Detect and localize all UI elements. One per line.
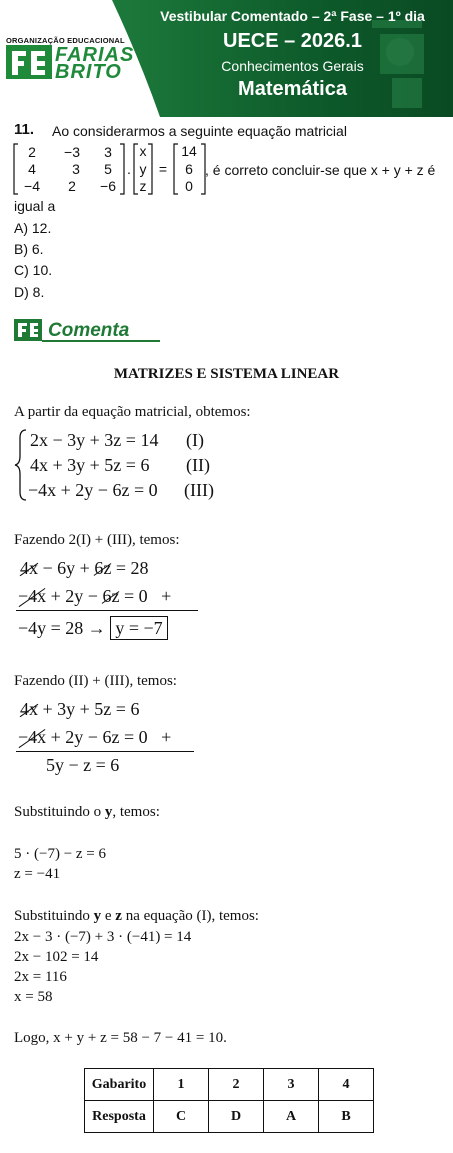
option-b: B) 6. [14,241,44,257]
matrix-a-21: 4 [28,161,36,177]
resposta-2: D [209,1101,264,1133]
equals-sign: = [158,161,168,177]
system-eq-2: 4x + 3y + 5z = 6 [30,455,150,475]
question-intro: Ao considerarmos a seguinte equação matricial [52,123,347,139]
step3-line1: 5 · (−7) − z = 6 [14,846,107,862]
vector-b-2: 6 [185,161,193,177]
matrix-a-12: −3 [64,144,80,160]
fb-logo-icon [6,45,54,81]
vector-x-2: y [139,161,147,177]
matrix-a-31: −4 [24,178,40,194]
header-banner [0,0,453,117]
solution-intro: A partir da equação matricial, obtemos: [14,404,251,420]
matrix-equation [12,142,207,198]
system-tag-3: (III) [184,480,214,500]
vector-b-1: 14 [181,143,197,159]
question-tail-2: igual a [14,198,56,214]
gabarito-col-1: 1 [154,1069,209,1101]
step4-text: Substituindo y e z na equação (I), temos: [14,908,259,924]
matrix-a-23: 5 [104,161,112,177]
vector-x-1: x [139,143,147,159]
question-number: 11. [14,121,35,138]
step3-line2: z = −41 [14,866,61,882]
gabarito-col-3: 3 [264,1069,319,1101]
step1-sum-line [16,610,198,611]
system-brace-icon [14,428,28,502]
step2-text: Fazendo (II) + (III), temos: [14,673,177,689]
system-eq-1: 2x − 3y + 3z = 14 [30,430,159,450]
step2-line2: −4x + 2y − 6z = 0 + [18,727,172,747]
header-subject-group: Conhecimentos Gerais [221,58,364,74]
system-tag-1: (I) [186,430,204,450]
step1-text: Fazendo 2(I) + (III), temos: [14,532,180,548]
gabarito-label: Gabarito [85,1069,154,1101]
vector-x-3: z [139,178,147,194]
matrix-a-32: 2 [68,178,76,194]
matrix-a-22: 3 [72,161,80,177]
header-exam: UECE – 2026.1 [223,30,362,52]
solution-title: MATRIZES E SISTEMA LINEAR [113,366,340,382]
gabarito-col-4: 4 [319,1069,374,1101]
gabarito-answer-row [85,1101,374,1133]
option-a: A) 12. [14,220,52,236]
conclusion: Logo, x + y + z = 58 − 7 − 41 = 10. [14,1030,227,1046]
question-tail: , é correto concluir-se que x + y + z é [205,162,436,178]
resposta-label: Resposta [85,1101,154,1133]
step4-line1: 2x − 3 · (−7) + 3 · (−41) = 14 [14,929,192,945]
step4-line3: 2x = 116 [14,969,67,985]
step2-sum-line [16,751,194,752]
step4-line2: 2x − 102 = 14 [14,949,99,965]
gabarito-table [84,1068,374,1133]
gabarito-header-row [85,1069,374,1101]
option-c: C) 10. [14,262,53,278]
comenta-label: Comenta [48,320,130,341]
header-subject: Matemática [238,78,347,100]
brand-brito: BRITO [55,61,122,83]
gabarito-col-2: 2 [209,1069,264,1101]
header-title: Vestibular Comentado – 2ª Fase – 1º dia [160,8,425,24]
system-tag-2: (II) [186,455,210,475]
dot-operator: . [127,161,131,177]
brand-farias: FARIAS [55,44,135,66]
org-label: ORGANIZAÇÃO EDUCACIONAL [6,36,125,45]
matrix-a-33: −6 [100,178,116,194]
step3-text: Substituindo o y, temos: [14,804,160,820]
matrix-a-11: 2 [28,144,36,160]
step4-line4: x = 58 [14,989,53,1005]
step1-result: −4y = 28 → y = −7 [18,618,168,639]
resposta-1: C [154,1101,209,1133]
vector-b-3: 0 [185,178,193,194]
step1-line1: 4x − 6y + 6z = 28 [20,558,149,578]
step2-result: 5y − z = 6 [46,755,120,775]
step2-line1: 4x + 3y + 5z = 6 [20,699,140,719]
resposta-3: A [264,1101,319,1133]
matrix-a-13: 3 [104,144,112,160]
y-result-box: y = −7 [110,616,167,640]
option-d: D) 8. [14,284,45,300]
step1-line2: −4x + 2y − 6z = 0 + [18,586,172,606]
resposta-4: B [319,1101,374,1133]
system-eq-3: −4x + 2y − 6z = 0 [28,480,158,500]
